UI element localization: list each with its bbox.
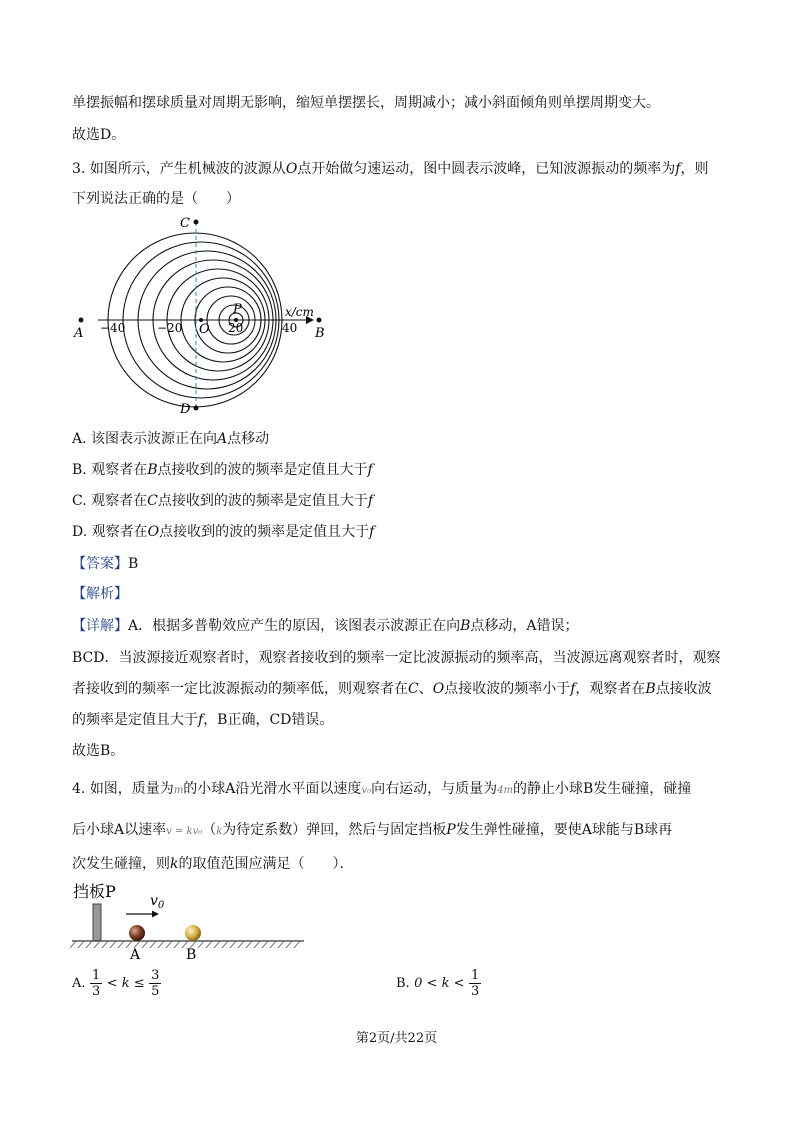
q4-text: 向右运动，与质量为 [371, 781, 498, 797]
tick-label: 40 [282, 321, 298, 335]
option-point: O [147, 524, 160, 540]
q4-number: 4. [72, 781, 86, 797]
q3-stem-f: f [675, 161, 681, 177]
q3-stem-a: 如图所示，产生机械波的波源从 [89, 161, 286, 177]
detail-text: A．根据多普勒效应产生的原因，该图表示波源正在向 [128, 618, 461, 634]
ball-b [185, 925, 201, 941]
detail-text: 的频率是定值且大于 [72, 712, 198, 728]
tick-label: −20 [157, 321, 183, 335]
label-o: O [199, 322, 210, 337]
page-footer: 第2页/共22页 [355, 1031, 438, 1046]
q3-stem-b: 点开始做匀速运动，图中圆表示波峰，已知波源振动的频率为 [297, 161, 676, 177]
detail-f: f [198, 712, 204, 728]
velocity-arrow-head [152, 911, 159, 918]
option-f: f [369, 524, 375, 540]
detail-text: 者接收到的频率一定比波源振动的频率低，则观察者在 [72, 681, 408, 697]
q4-text: 后小球A以速率 [72, 822, 167, 838]
point-b [317, 318, 322, 323]
point-a [79, 318, 84, 323]
option-letter: D. [72, 524, 88, 540]
q3-option-c[interactable] [72, 491, 373, 511]
detail-text: 点接收波的频率小于 [444, 681, 571, 697]
q3-stem-line-1 [72, 159, 708, 179]
q4-point-p: P [446, 822, 456, 838]
q3-analysis-label [72, 584, 128, 604]
q4-math-k: k [170, 856, 179, 872]
v0-label: $v_0$ [150, 893, 165, 911]
q3-answer-line [72, 554, 138, 574]
ball-a [129, 925, 145, 941]
q4-math-4m: 4m [497, 785, 513, 796]
q4-math-v0: v₀ [361, 785, 372, 796]
q3-stem-o: O [285, 161, 298, 177]
point-c [194, 220, 199, 225]
detail-text: 、 [418, 681, 433, 697]
q3-detail-line-3 [72, 679, 712, 699]
q4-math-eq: v = kv₀ [166, 826, 203, 837]
q3-number: 3. [72, 161, 86, 177]
option-letter: C. [72, 493, 87, 509]
inequality-text: < k ≤ [106, 976, 145, 991]
q4-collision-figure [70, 878, 310, 966]
detail-point: B [645, 681, 656, 697]
detail-point: C [408, 681, 419, 697]
board-label: 挡板P [73, 882, 116, 901]
detail-text: ，观察者在 [575, 681, 646, 697]
label-b: B [315, 326, 325, 341]
option-text: 点接收到的波的频率是定值且大于 [157, 493, 368, 509]
label-a: A [74, 326, 84, 341]
detail-point: O [432, 681, 445, 697]
q4-text: 为待定系数）弹回，然后与固定挡板 [222, 822, 447, 838]
option-text: 观察者在 [91, 524, 148, 540]
label-c: C [180, 216, 190, 231]
q3-option-a[interactable] [72, 429, 269, 449]
q4-stem-line-2 [72, 820, 672, 842]
detail-f: f [570, 681, 576, 697]
q3-detail-line-4 [72, 710, 333, 730]
ball-a-label: A [130, 947, 141, 963]
q4-stem-line-1 [72, 779, 691, 801]
option-text: 点接收到的波的频率是定值且大于 [157, 462, 368, 478]
detail-label: 【详解】 [72, 618, 128, 634]
q4-option-b[interactable] [396, 963, 481, 1003]
q4-text: 的小球A沿光滑水平面以速度 [183, 781, 362, 797]
q4-option-a[interactable] [72, 963, 161, 1003]
option-point: B [147, 462, 158, 478]
fraction: $\frac{1}{3}$ [470, 967, 480, 999]
option-text: 该图表示波源正在向 [91, 431, 218, 447]
q3-detail-line-1 [72, 616, 579, 636]
q3-stem-line-2: 下列说法正确的是（ ） [72, 191, 240, 207]
label-d: D [180, 402, 191, 417]
option-text: 观察者在 [91, 462, 148, 478]
answer-label: 【答案】 [72, 556, 128, 572]
option-text: 观察者在 [91, 493, 148, 509]
label-p: P [233, 302, 242, 317]
q3-stem-c: ，则 [680, 161, 709, 177]
option-letter: A. [72, 976, 86, 991]
tick-label: 20 [228, 321, 244, 335]
q4-text: 次发生碰撞，则 [72, 856, 170, 872]
inequality-text: 0 < k < [414, 976, 465, 991]
q4-stem-line-3 [72, 854, 353, 874]
answer-value: B [128, 556, 139, 572]
detail-point: B [460, 618, 471, 634]
option-letter: A. [72, 431, 87, 447]
analysis-label: 【解析】 [72, 586, 128, 602]
q4-text: 的取值范围应满足（ ）． [178, 856, 354, 872]
q3-doppler-figure [60, 210, 350, 420]
point-d [194, 406, 199, 411]
q4-text: 发生弹性碰撞，要使A球能与B球再 [455, 822, 673, 838]
axis-label: x/cm [285, 305, 314, 319]
fraction: $\frac{3}{5}$ [151, 967, 160, 999]
detail-text: ，B正确，CD错误。 [203, 712, 334, 728]
option-point: A [217, 431, 228, 447]
option-f: f [367, 462, 373, 478]
option-text: 点接收到的波的频率是定值且大于 [159, 524, 370, 540]
option-f: f [367, 493, 374, 509]
option-point: C [147, 493, 158, 509]
q4-math-m: m [173, 785, 184, 796]
q3-option-d[interactable] [72, 522, 374, 542]
q3-option-b[interactable] [72, 460, 373, 480]
board-p [93, 904, 101, 941]
option-letter: B. [72, 462, 87, 478]
prev-explanation-line: 单摆振幅和摆球质量对周期无影响，缩短单摆摆长，周期减小；减小斜面倾角则单摆周期变大。 [72, 95, 660, 111]
q4-text: 如图，质量为 [89, 781, 174, 797]
option-text: 点移动 [227, 431, 270, 447]
q4-text: （ [202, 822, 217, 838]
q3-choose-line: 故选B。 [72, 743, 125, 759]
q4-math-k: k [216, 826, 223, 837]
ground-hatch [70, 941, 300, 948]
q3-detail-line-2: BCD．当波源接近观察者时，观察者接收到的频率一定比波源振动的频率高，当波源远离观察者时，观察 [72, 650, 721, 666]
fraction: $\frac{1}{3}$ [91, 967, 101, 999]
prev-choose-line: 故选D。 [72, 127, 126, 143]
detail-text: 点移动，A错误； [470, 618, 579, 634]
q4-text: 的静止小球B发生碰撞，碰撞 [512, 781, 692, 797]
tick-label: −40 [100, 321, 126, 335]
ball-b-label: B [186, 947, 197, 963]
option-letter: B. [396, 976, 410, 991]
detail-text: 点接收波 [655, 681, 712, 697]
